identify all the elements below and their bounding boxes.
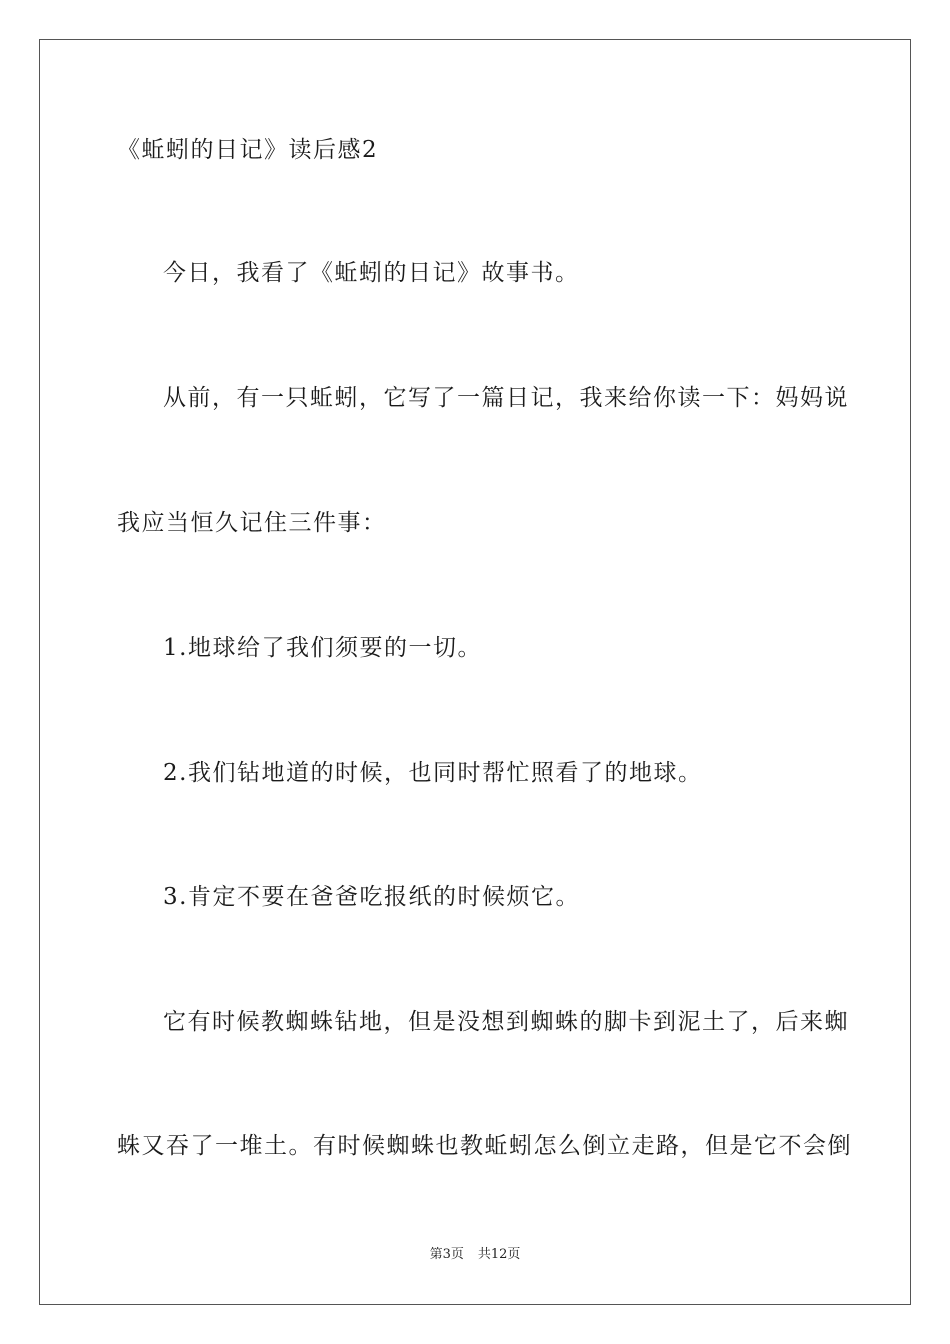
paragraph-line: 今日，我看了《蚯蚓的日记》故事书。 bbox=[163, 260, 580, 286]
page-frame bbox=[39, 39, 911, 1305]
page-total: 共12页 bbox=[477, 1247, 521, 1262]
list-item: 2.我们钻地道的时候，也同时帮忙照看了的地球。 bbox=[163, 760, 703, 786]
page-footer bbox=[0, 1246, 950, 1264]
document-title: 《蚯蚓的日记》读后感2 bbox=[117, 137, 379, 163]
paragraph-line: 蛛又吞了一堆土。有时候蜘蛛也教蚯蚓怎么倒立走路，但是它不会倒 bbox=[117, 1133, 852, 1159]
list-item: 3.肯定不要在爸爸吃报纸的时候烦它。 bbox=[163, 884, 580, 910]
list-item: 1.地球给了我们须要的一切。 bbox=[163, 635, 482, 661]
paragraph-line: 我应当恒久记住三件事： bbox=[117, 510, 387, 536]
paragraph-line: 从前，有一只蚯蚓，它写了一篇日记，我来给你读一下：妈妈说 bbox=[163, 385, 849, 411]
paragraph-line: 它有时候教蜘蛛钻地，但是没想到蜘蛛的脚卡到泥土了，后来蜘 bbox=[163, 1009, 849, 1035]
page-number: 第3页 bbox=[429, 1247, 464, 1262]
